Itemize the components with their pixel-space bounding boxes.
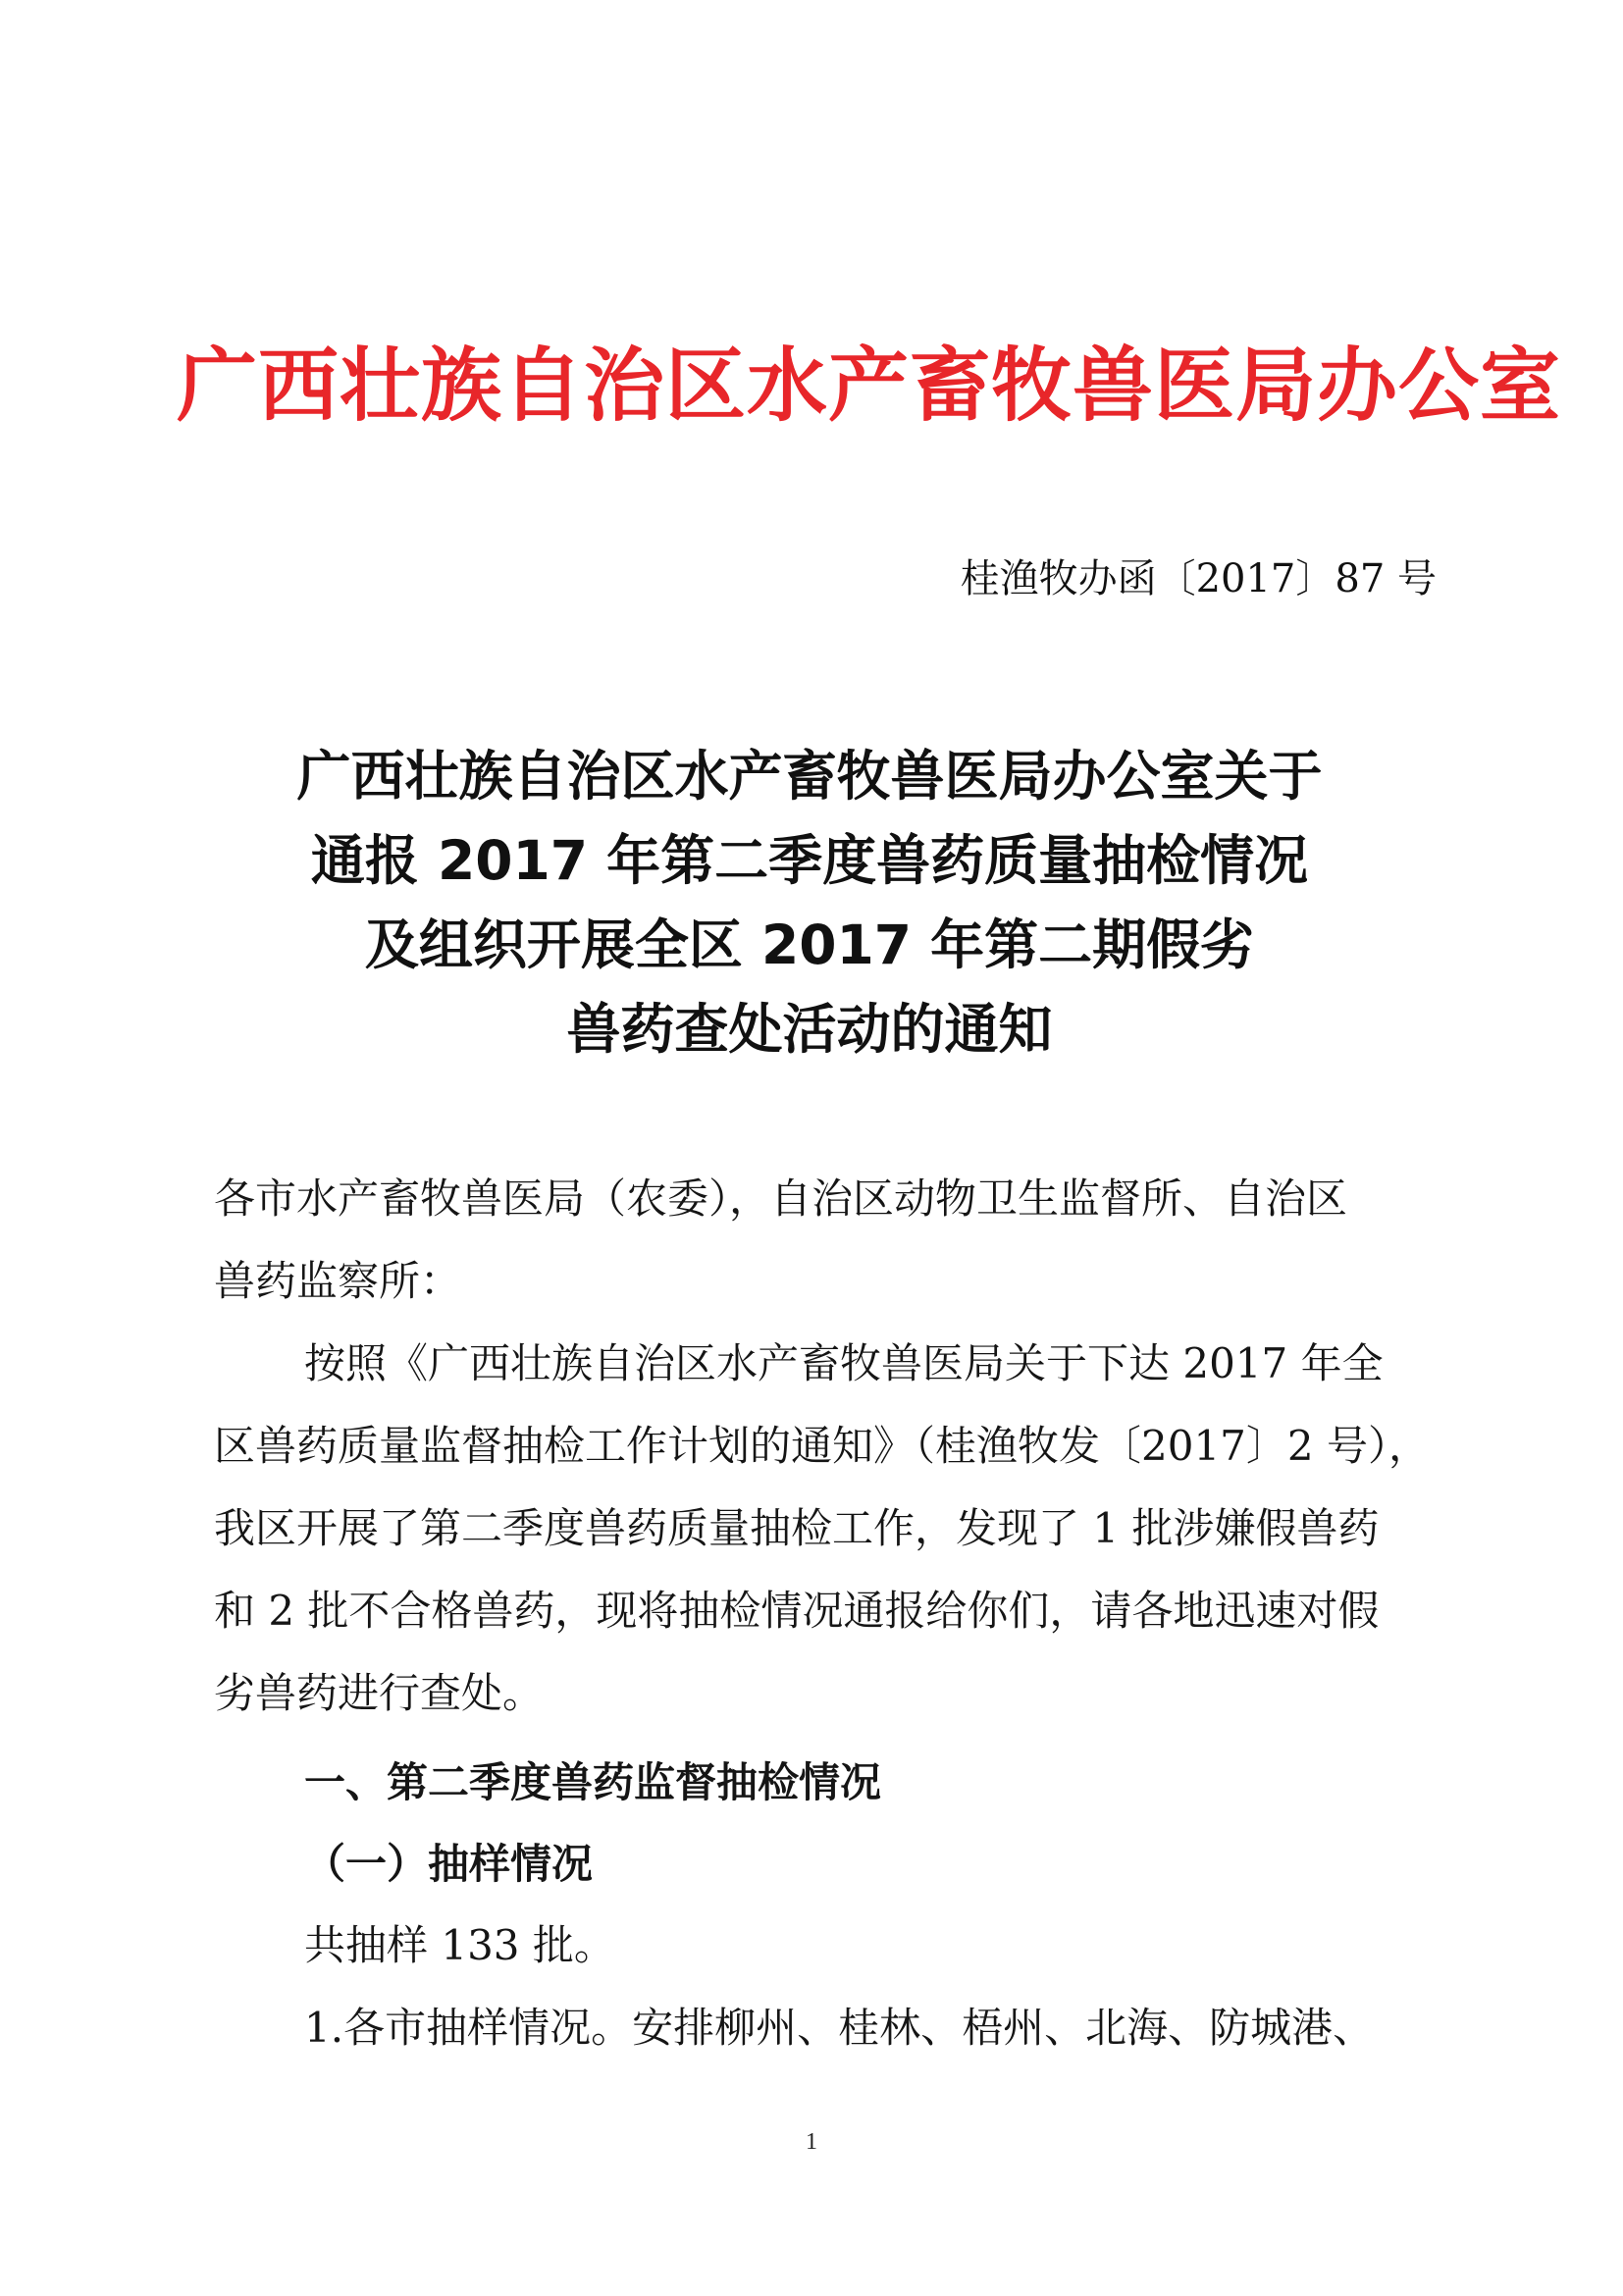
addressee-line: 各市水产畜牧兽医局（农委），自治区动物卫生监督所、自治区 (214, 1174, 1348, 1223)
paragraph-line: 劣兽药进行查处。 (214, 1669, 545, 1717)
document-title (177, 734, 1442, 1071)
paragraph-line: 按照《广西壮族自治区水产畜牧兽医局关于下达 2017 年全 (304, 1339, 1384, 1387)
paragraph-line: 和 2 批不合格兽药，现将抽检情况通报给你们，请各地迅速对假 (214, 1587, 1380, 1635)
title-line: 广西壮族自治区水产畜牧兽医局办公室关于 (296, 745, 1323, 808)
page-number: 1 (806, 2129, 817, 2155)
title-line: 兽药查处活动的通知 (566, 998, 1053, 1061)
section-heading: 一、第二季度兽药监督抽检情况 (304, 1758, 882, 1806)
issuing-office-header: 广西壮族自治区水产畜牧兽医局办公室 (177, 339, 1562, 433)
item-paragraph: 1.各市抽样情况。安排柳州、桂林、梧州、北海、防城港、 (304, 2004, 1375, 2052)
subsection-heading: （一）抽样情况 (304, 1840, 594, 1888)
intro-paragraph (214, 1323, 1440, 1735)
title-line: 及组织开展全区 2017 年第二期假劣 (364, 913, 1255, 976)
paragraph-line: 我区开展了第二季度兽药质量抽检工作，发现了 1 批涉嫌假兽药 (214, 1504, 1380, 1552)
title-line: 通报 2017 年第二季度兽药质量抽检情况 (310, 829, 1309, 892)
addressee (214, 1158, 1440, 1323)
sampling-paragraph: 共抽样 133 批。 (304, 1921, 615, 1969)
addressee-line: 兽药监察所： (214, 1257, 462, 1305)
document-number: 桂渔牧办函〔2017〕87 号 (960, 556, 1437, 601)
paragraph-line: 区兽药质量监督抽检工作计划的通知》（桂渔牧发〔2017〕2 号）， (214, 1422, 1430, 1470)
